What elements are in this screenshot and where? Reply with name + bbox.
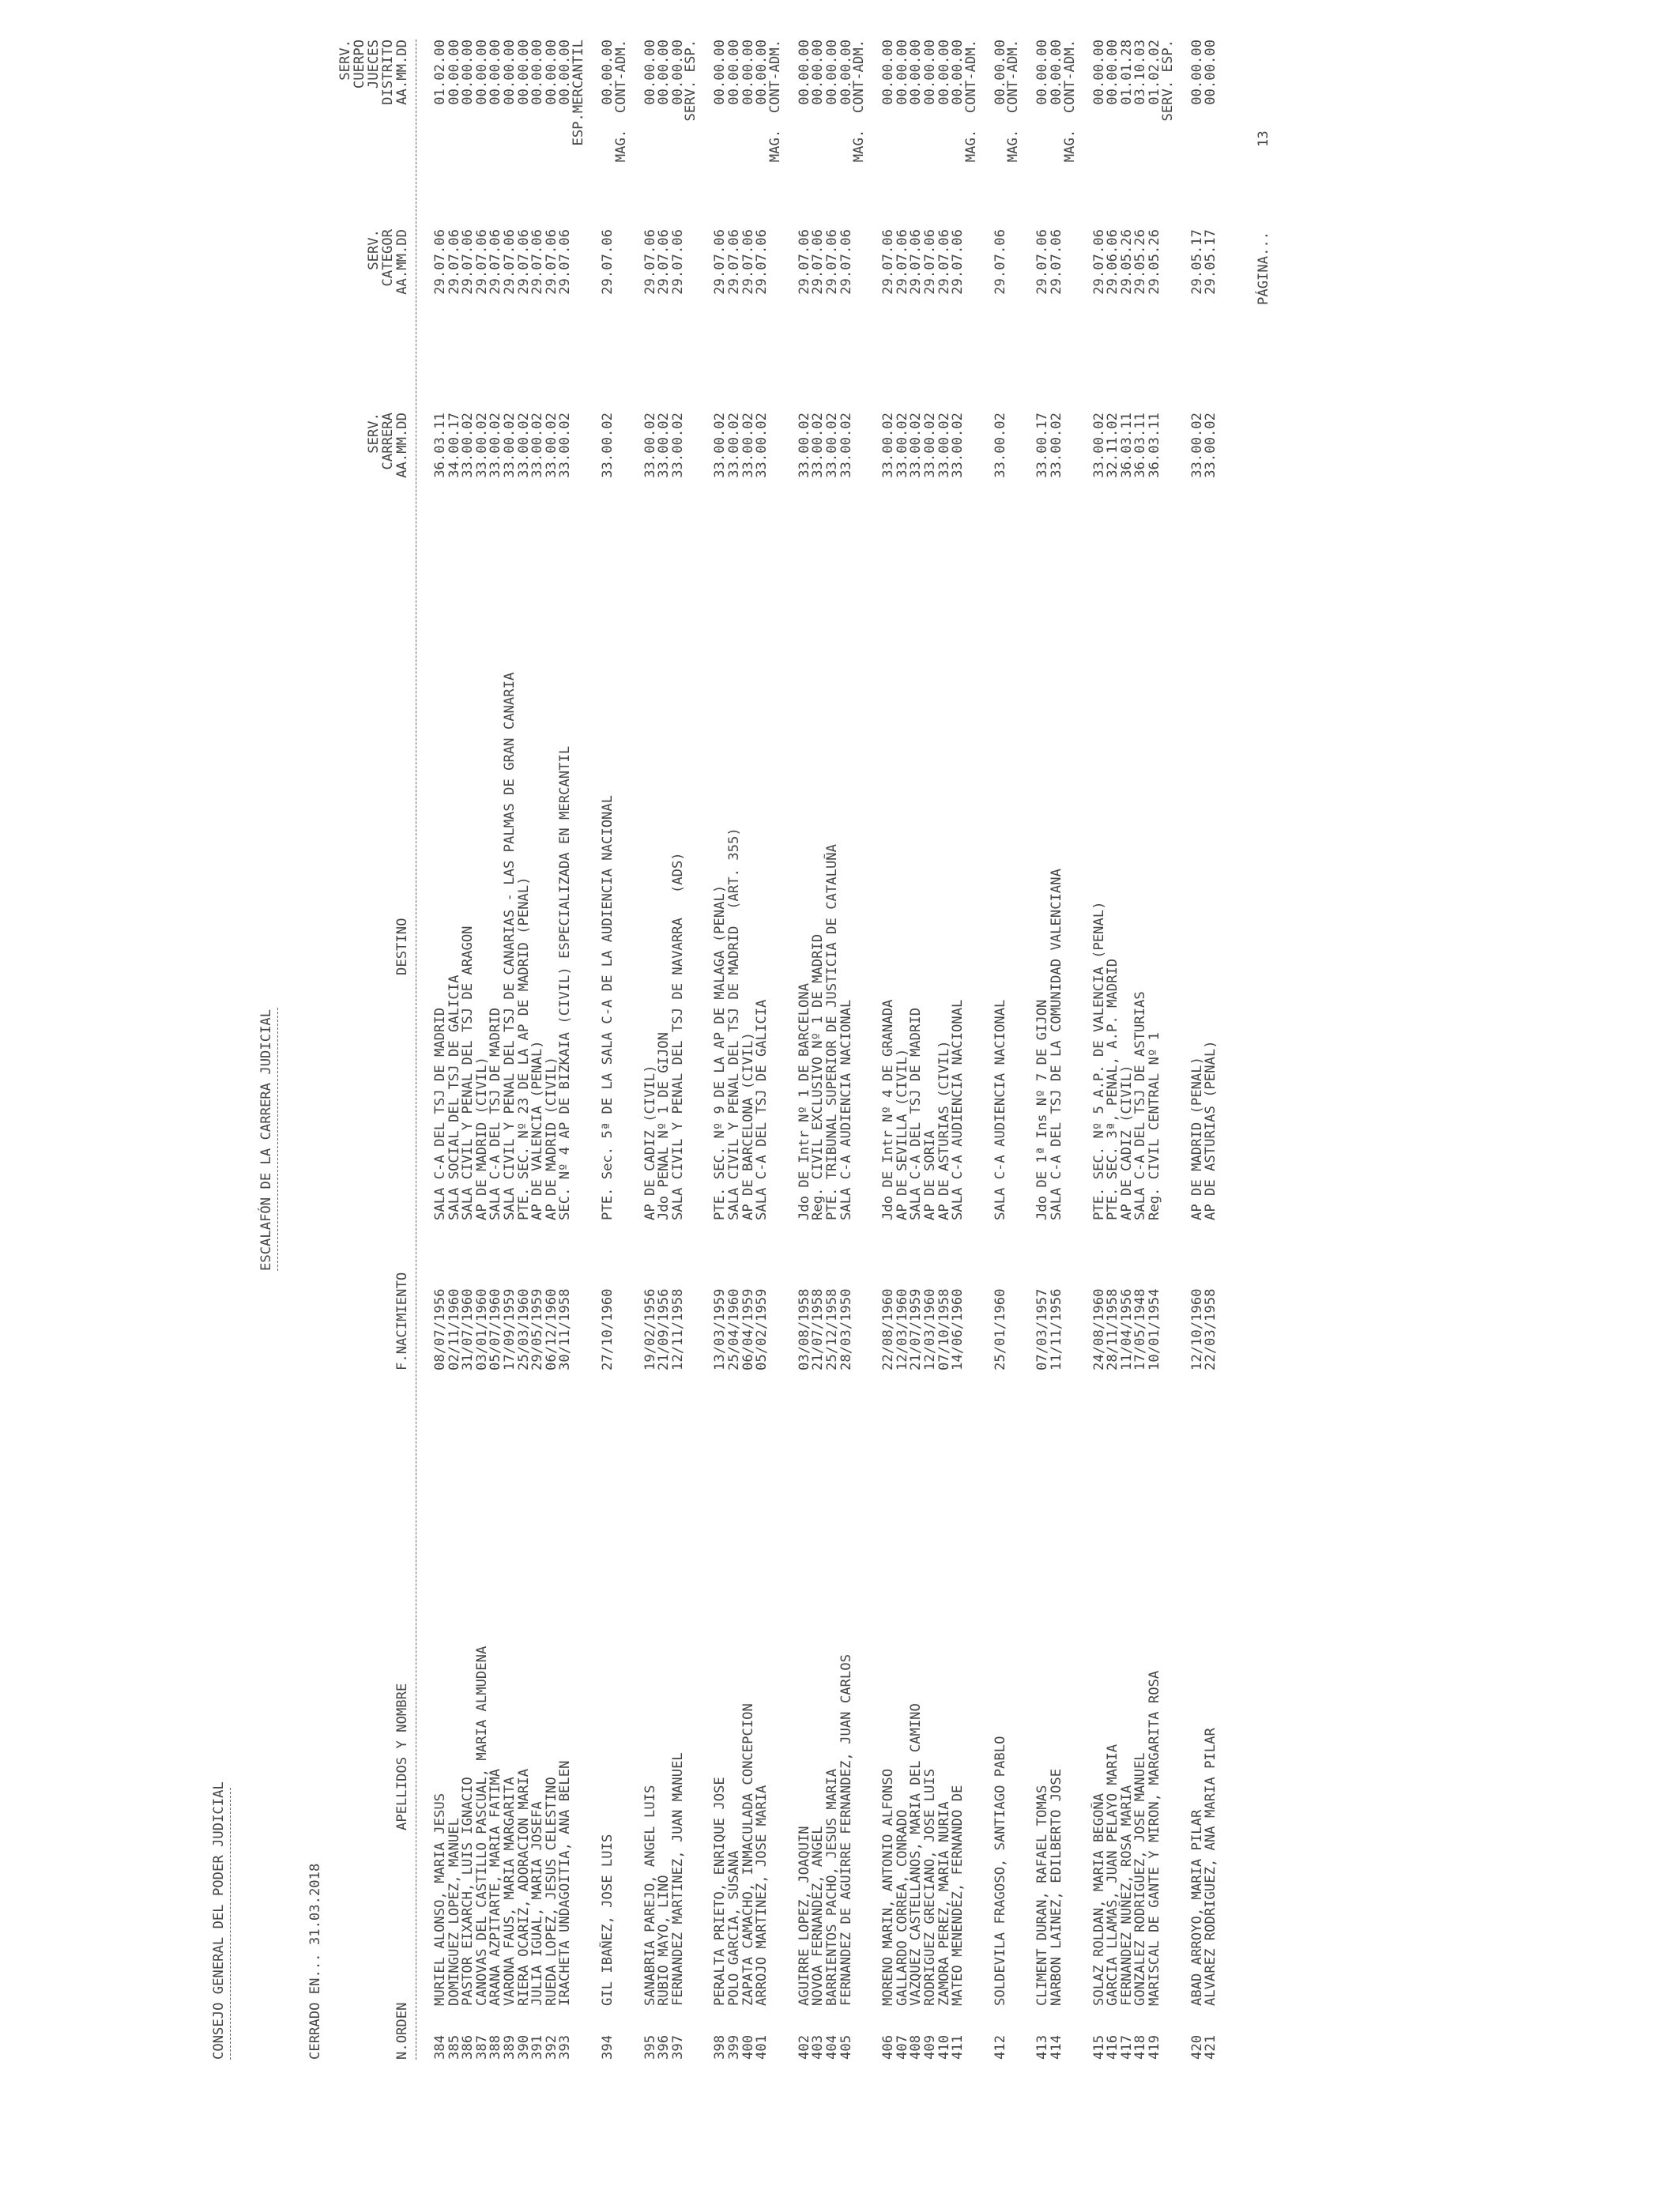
row-cuerpo: 00.00.00 — [922, 40, 938, 105]
row-orden: 397 — [669, 2034, 686, 2060]
row-carrera: 33.00.02 — [529, 413, 546, 478]
row-orden: 419 — [1147, 2034, 1162, 2060]
row-categor: 29.07.06 — [824, 229, 840, 295]
row-categor: 29.07.06 — [1049, 229, 1064, 295]
row-cuerpo: 00.00.00 — [446, 40, 462, 105]
row-cuerpo: 00.00.00 — [1090, 40, 1107, 105]
row-carrera: 33.00.02 — [810, 413, 827, 478]
row-destino: SALA C-A AUDIENCIA NACIONAL — [838, 999, 854, 1220]
row-carrera: 33.00.02 — [543, 413, 559, 478]
row-destino: SALA CIVIL Y PENAL DEL TSJ DE ARAGON — [460, 925, 477, 1220]
row-orden: 412 — [992, 2034, 1008, 2060]
row-carrera: 33.00.02 — [992, 413, 1008, 478]
row-carrera: 33.00.02 — [642, 413, 658, 478]
row-nombre: DOMINGUEZ LOPEZ, MANUEL — [446, 1818, 462, 2006]
row-nacimiento: 06/04/1959 — [740, 1288, 756, 1370]
row-nombre: JULIA IGUAL, MARIA JOSEFA — [529, 1801, 546, 2006]
row-destino: Reg. CIVIL EXCLUSIVO Nº 1 DE MADRID — [810, 933, 827, 1220]
row-orden: 414 — [1049, 2034, 1064, 2060]
row-nacimiento: 03/01/1960 — [473, 1288, 490, 1370]
row-carrera: 33.00.02 — [796, 413, 812, 478]
row-categor: 29.07.06 — [557, 229, 574, 295]
row-nacimiento: 31/07/1960 — [460, 1288, 477, 1370]
row-nombre: FERNANDEZ NUÑEZ, ROSA MARIA — [1118, 1785, 1135, 2006]
row-carrera: 33.00.02 — [600, 413, 616, 478]
row-carrera: 33.00.02 — [740, 413, 756, 478]
row-nacimiento: 28/03/1950 — [838, 1288, 854, 1370]
row-orden: 411 — [950, 2034, 966, 2060]
row-cuerpo: 00.00.00 — [894, 40, 910, 105]
row-nacimiento: 02/11/1960 — [446, 1288, 462, 1370]
row-carrera: 33.00.02 — [1188, 413, 1205, 478]
row-nombre: MURIEL ALONSO, MARIA JESUS — [432, 1793, 448, 2006]
row-nombre: BARRIENTOS PACHO, JESUS MARIA — [824, 1768, 840, 2006]
row-destino: Jdo DE Intr Nº 1 DE BARCELONA — [796, 982, 812, 1220]
row-destino: PTE. SEC. Nº 9 DE LA AP DE MALAGA (PENAL) — [712, 884, 729, 1220]
row-nacimiento: 21/07/1958 — [810, 1288, 827, 1370]
row-categor: 29.05.26 — [1118, 229, 1135, 295]
row-categor: 29.07.06 — [460, 229, 477, 295]
row-cuerpo: 00.00.00 — [1034, 40, 1051, 105]
row-carrera: 33.00.02 — [726, 413, 742, 478]
col-header-carrera-2: CARRERA — [380, 413, 396, 470]
row-destino: SALA C-A DEL TSJ DE LA COMUNIDAD VALENCIANA — [1049, 869, 1064, 1220]
row-nombre: MARISCAL DE GANTE Y MIRON, MARGARITA ROSA — [1147, 1670, 1162, 2006]
row-nombre: GIL IBAÑEZ, JOSE LUIS — [600, 1834, 616, 2006]
row-nombre: ZAMORA PEREZ, MARIA NURIA — [936, 1801, 952, 2006]
row-cuerpo: 00.00.00 — [1188, 40, 1205, 105]
row-nombre: GONZALEZ RODRIGUEZ, JOSE MANUEL — [1132, 1752, 1149, 2006]
row-categor: 29.07.06 — [446, 229, 462, 295]
row-categor: 29.07.06 — [1034, 229, 1051, 295]
row-categor: 29.07.06 — [936, 229, 952, 295]
row-nombre: PASTOR EIXARCH, LUIS IGNACIO — [460, 1777, 477, 2006]
row-destino: Jdo PENAL Nº 1 DE GIJON — [656, 1032, 672, 1220]
row-categor: 29.07.06 — [1090, 229, 1107, 295]
row-categor: 29.07.06 — [880, 229, 897, 295]
row-carrera: 33.00.02 — [922, 413, 938, 478]
row-carrera: 33.00.02 — [1203, 413, 1219, 478]
row-orden: 408 — [908, 2034, 925, 2060]
row-nombre: FERNANDEZ DE AGUIRRE FERNANDEZ, JUAN CARLOS — [838, 1654, 854, 2006]
row-cuerpo: 00.00.00 — [488, 40, 504, 105]
group-label: MAG. CONT-ADM. — [767, 40, 783, 163]
row-cuerpo: 00.00.00 — [936, 40, 952, 105]
col-header-destino: DESTINO — [394, 918, 410, 975]
row-categor: 29.06.06 — [1105, 229, 1121, 295]
row-destino: AP DE ASTURIAS (PENAL) — [1203, 1040, 1219, 1220]
row-carrera: 33.00.02 — [473, 413, 490, 478]
closed-date: CERRADO EN... 31.03.2018 — [307, 1863, 323, 2060]
row-destino: PTE. SEC. Nº 23 DE LA AP DE MADRID (PENAL) — [515, 876, 532, 1220]
row-cuerpo: 00.00.00 — [642, 40, 658, 105]
row-nacimiento: 17/05/1948 — [1132, 1288, 1149, 1370]
row-cuerpo: 00.00.00 — [502, 40, 518, 105]
row-nombre: SOLDEVILA FRAGOSO, SANTIAGO PABLO — [992, 1736, 1008, 2006]
row-destino: SALA CIVIL Y PENAL DEL TSJ DE CANARIAS - LAS PALMAS DE GRAN CANARIA — [502, 672, 518, 1220]
row-nombre: FERNANDEZ MARTINEZ, JUAN MANUEL — [669, 1752, 686, 2006]
row-destino: AP DE BARCELONA (CIVIL) — [740, 1032, 756, 1220]
row-nombre: ZAPATA CAMACHO, INMACULADA CONCEPCION — [740, 1703, 756, 2006]
row-destino: Reg. CIVIL CENTRAL Nº 1 — [1147, 1032, 1162, 1220]
row-categor: 29.05.26 — [1132, 229, 1149, 295]
col-header-cuerpo-2: CUERPO — [352, 40, 367, 89]
row-orden: 398 — [712, 2034, 729, 2060]
row-destino: PTE. SEC. 3ª, PENAL, A.P. MADRID — [1105, 958, 1121, 1220]
row-nacimiento: 22/03/1958 — [1203, 1288, 1219, 1370]
row-nombre: RIERA OCARIZ, ADORACION MARIA — [515, 1768, 532, 2006]
row-destino: Jdo DE Intr Nº 4 DE GRANADA — [880, 999, 897, 1220]
col-header-cuerpo-4: DISTRITO — [380, 40, 396, 105]
row-cuerpo: 01.02.00 — [432, 40, 448, 105]
row-cuerpo: 01.01.28 — [1118, 40, 1135, 105]
row-categor: 29.07.06 — [950, 229, 966, 295]
row-orden: 395 — [642, 2034, 658, 2060]
org-title-underline — [230, 1788, 231, 2060]
row-categor: 29.07.06 — [712, 229, 729, 295]
row-orden: 393 — [557, 2034, 574, 2060]
row-nombre: NOVOA FERNANDEZ, ANGEL — [810, 1826, 827, 2006]
row-nombre: RODRIGUEZ GRECIANO, JOSE LUIS — [922, 1768, 938, 2006]
row-carrera: 36.03.11 — [432, 413, 448, 478]
row-carrera: 33.00.02 — [894, 413, 910, 478]
row-carrera: 33.00.02 — [502, 413, 518, 478]
row-cuerpo: 00.00.00 — [460, 40, 477, 105]
group-label: ESP.MERCANTIL — [571, 40, 586, 146]
row-nacimiento: 25/04/1960 — [726, 1288, 742, 1370]
row-nacimiento: 07/03/1957 — [1034, 1288, 1051, 1370]
row-nacimiento: 06/12/1960 — [543, 1288, 559, 1370]
row-carrera: 33.00.02 — [656, 413, 672, 478]
row-cuerpo: 00.00.00 — [754, 40, 770, 105]
row-nombre: RUEDA LOPEZ, JESUS CELESTINO — [543, 1777, 559, 2006]
row-carrera: 33.00.02 — [1049, 413, 1064, 478]
row-orden: 413 — [1034, 2034, 1051, 2060]
row-destino: SALA C-A DEL TSJ DE MADRID — [432, 1007, 448, 1220]
row-carrera: 33.00.02 — [880, 413, 897, 478]
row-carrera: 33.00.02 — [515, 413, 532, 478]
row-cuerpo: 00.00.00 — [908, 40, 925, 105]
row-nacimiento: 12/03/1960 — [922, 1288, 938, 1370]
row-categor: 29.05.26 — [1147, 229, 1162, 295]
group-label: MAG. CONT-ADM. — [1005, 40, 1022, 163]
row-carrera: 32.11.02 — [1105, 413, 1121, 478]
row-carrera: 33.00.02 — [460, 413, 477, 478]
row-cuerpo: 00.00.00 — [810, 40, 827, 105]
row-cuerpo: 00.00.00 — [726, 40, 742, 105]
row-destino: AP DE MADRID (CIVIL) — [473, 1057, 490, 1220]
row-nombre: IRACHETA UNDAGOITIA, ANA BELEN — [557, 1760, 574, 2006]
col-header-categor-3: AA.MM.DD — [394, 229, 410, 295]
row-nacimiento: 08/07/1956 — [432, 1288, 448, 1370]
row-categor: 29.07.06 — [432, 229, 448, 295]
row-categor: 29.07.06 — [908, 229, 925, 295]
row-nombre: ARROJO MARTINEZ, JOSE MARIA — [754, 1785, 770, 2006]
row-carrera: 36.03.11 — [1118, 413, 1135, 478]
row-nombre: SANABRIA PAREJO, ANGEL LUIS — [642, 1785, 658, 2006]
row-destino: SALA C-A DEL TSJ DE MADRID — [908, 1007, 925, 1220]
row-orden: 417 — [1118, 2034, 1135, 2060]
row-categor: 29.05.17 — [1203, 229, 1219, 295]
row-carrera: 33.00.02 — [488, 413, 504, 478]
group-label: MAG. CONT-ADM. — [1061, 40, 1078, 163]
row-orden: 409 — [922, 2034, 938, 2060]
row-categor: 29.07.06 — [642, 229, 658, 295]
row-cuerpo: 00.00.00 — [824, 40, 840, 105]
row-carrera: 33.00.02 — [712, 413, 729, 478]
row-categor: 29.07.06 — [838, 229, 854, 295]
row-nacimiento: 24/08/1960 — [1090, 1288, 1107, 1370]
row-orden: 401 — [754, 2034, 770, 2060]
row-orden: 402 — [796, 2034, 812, 2060]
row-destino: AP DE SORIA — [922, 1130, 938, 1220]
row-nombre: MATEO MENENDEZ, FERNANDO DE — [950, 1785, 966, 2006]
row-orden: 390 — [515, 2034, 532, 2060]
col-header-nombre: APELLIDOS Y NOMBRE — [394, 1683, 410, 1830]
row-orden: 396 — [656, 2034, 672, 2060]
row-categor: 29.07.06 — [529, 229, 546, 295]
row-cuerpo: 00.00.00 — [669, 40, 686, 105]
row-categor: 29.07.06 — [669, 229, 686, 295]
row-orden: 410 — [936, 2034, 952, 2060]
row-cuerpo: 00.00.00 — [712, 40, 729, 105]
row-nacimiento: 21/09/1956 — [656, 1288, 672, 1370]
row-nombre: RUBIO MAYO, LINO — [656, 1875, 672, 2006]
row-orden: 406 — [880, 2034, 897, 2060]
row-nombre: ALVAREZ RODRIGUEZ, ANA MARIA PILAR — [1203, 1728, 1219, 2006]
row-destino: SALA C-A DEL TSJ DE GALICIA — [754, 999, 770, 1220]
row-nombre: NARBON LAINEZ, EDILBERTO JOSE — [1049, 1768, 1064, 2006]
row-nacimiento: 17/09/1959 — [502, 1288, 518, 1370]
row-cuerpo: 00.00.00 — [656, 40, 672, 105]
row-orden: 399 — [726, 2034, 742, 2060]
row-orden: 389 — [502, 2034, 518, 2060]
row-carrera: 33.00.17 — [1034, 413, 1051, 478]
row-nacimiento: 05/07/1960 — [488, 1288, 504, 1370]
row-nacimiento: 03/08/1958 — [796, 1288, 812, 1370]
row-nombre: SOLAZ ROLDAN, MARIA BEGOÑA — [1090, 1793, 1107, 2006]
col-header-cuerpo-5: AA.MM.DD — [394, 40, 410, 105]
document-title: ESCALAFÓN DE LA CARRERA JUDICIAL — [258, 1008, 274, 1271]
row-orden: 404 — [824, 2034, 840, 2060]
group-label: SERV. ESP. — [683, 40, 699, 122]
row-nombre: ARANA AZPITARTE, MARIA FATIMA — [488, 1768, 504, 2006]
row-carrera: 33.00.02 — [557, 413, 574, 478]
col-header-categor-1: SERV. — [366, 229, 382, 270]
row-cuerpo: 00.00.00 — [515, 40, 532, 105]
row-cuerpo: 01.02.02 — [1147, 40, 1162, 105]
row-categor: 29.05.17 — [1188, 229, 1205, 295]
col-header-nacimiento: F.NACIMIENTO — [394, 1272, 410, 1370]
col-header-cuerpo-1: SERV. — [337, 40, 353, 81]
document-title-underline — [277, 1008, 278, 1271]
row-categor: 29.07.06 — [600, 229, 616, 295]
row-carrera: 33.00.02 — [936, 413, 952, 478]
row-categor: 29.07.06 — [810, 229, 827, 295]
row-nombre: VARONA FAUS, MARIA MARGARITA — [502, 1777, 518, 2006]
row-destino: AP DE MADRID (PENAL) — [1188, 1057, 1205, 1220]
row-cuerpo: 00.00.00 — [543, 40, 559, 105]
row-destino: PTE. Sec. 5ª DE LA SALA C-A DE LA AUDIENCIA NACIONAL — [600, 794, 616, 1220]
row-orden: 407 — [894, 2034, 910, 2060]
row-orden: 392 — [543, 2034, 559, 2060]
row-carrera: 33.00.02 — [669, 413, 686, 478]
page-label: PÁGINA... — [1256, 231, 1271, 305]
row-nombre: MORENO MARIN, ANTONIO ALFONSO — [880, 1768, 897, 2006]
row-categor: 29.07.06 — [740, 229, 756, 295]
row-orden: 418 — [1132, 2034, 1149, 2060]
row-nacimiento: 11/04/1956 — [1118, 1288, 1135, 1370]
page-number: 13 — [1256, 130, 1271, 147]
row-nombre: GARCIA LLAMAS, JUAN PELAYO MARIA — [1105, 1744, 1121, 2006]
row-orden: 415 — [1090, 2034, 1107, 2060]
col-header-carrera-1: SERV. — [366, 413, 382, 454]
row-cuerpo: 00.00.00 — [529, 40, 546, 105]
row-orden: 388 — [488, 2034, 504, 2060]
row-destino: SALA C-A DEL TSJ DE ASTURIAS — [1132, 991, 1149, 1220]
row-carrera: 34.00.17 — [446, 413, 462, 478]
row-cuerpo: 00.00.00 — [1105, 40, 1121, 105]
row-nacimiento: 28/11/1958 — [1105, 1288, 1121, 1370]
row-nacimiento: 21/07/1959 — [908, 1288, 925, 1370]
row-nacimiento: 13/03/1959 — [712, 1288, 729, 1370]
row-categor: 29.07.06 — [992, 229, 1008, 295]
row-orden: 386 — [460, 2034, 477, 2060]
row-destino: PTE. TRIBUNAL SUPERIOR DE JUSTICIA DE CATALUÑA — [824, 844, 840, 1220]
row-nacimiento: 27/10/1960 — [600, 1288, 616, 1370]
row-carrera: 33.00.02 — [908, 413, 925, 478]
row-categor: 29.07.06 — [754, 229, 770, 295]
row-cuerpo: 00.00.00 — [600, 40, 616, 105]
row-nombre: AGUIRRE LOPEZ, JOAQUIN — [796, 1826, 812, 2006]
row-categor: 29.07.06 — [502, 229, 518, 295]
row-destino: SALA C-A AUDIENCIA NACIONAL — [992, 999, 1008, 1220]
row-orden: 385 — [446, 2034, 462, 2060]
row-destino: SALA SOCIAL DEL TSJ DE GALICIA — [446, 974, 462, 1220]
row-carrera: 33.00.02 — [754, 413, 770, 478]
row-destino: Jdo DE 1ª Ins Nº 7 DE GIJON — [1034, 999, 1051, 1220]
row-nombre: CANOVAS DEL CASTILLO PASCUAL, MARIA ALMUDENA — [473, 1646, 490, 2006]
row-orden: 391 — [529, 2034, 546, 2060]
col-header-cuerpo-3: JUECES — [366, 40, 382, 89]
row-nacimiento: 07/10/1958 — [936, 1288, 952, 1370]
row-destino: AP DE CADIZ (CIVIL) — [1118, 1065, 1135, 1220]
row-destino: AP DE VALENCIA (PENAL) — [529, 1040, 546, 1220]
row-nombre: CLIMENT DURAN, RAFAEL TOMAS — [1034, 1785, 1051, 2006]
row-cuerpo: 00.00.00 — [880, 40, 897, 105]
row-categor: 29.07.06 — [656, 229, 672, 295]
col-header-orden: N.ORDEN — [394, 2002, 410, 2060]
col-header-carrera-3: AA.MM.DD — [394, 413, 410, 478]
row-orden: 416 — [1105, 2034, 1121, 2060]
group-label: MAG. CONT-ADM. — [962, 40, 979, 163]
group-label: SERV. ESP. — [1159, 40, 1176, 122]
row-nacimiento: 12/10/1960 — [1188, 1288, 1205, 1370]
group-label: MAG. CONT-ADM. — [851, 40, 868, 163]
row-destino: SALA C-A AUDIENCIA NACIONAL — [950, 999, 966, 1220]
row-destino: PTE. SEC. Nº 5 A.P. DE VALENCIA (PENAL) — [1090, 901, 1107, 1220]
row-categor: 29.07.06 — [543, 229, 559, 295]
row-nacimiento: 11/11/1956 — [1049, 1288, 1064, 1370]
row-nombre: GALLARDO CORREA, CONRADO — [894, 1809, 910, 2006]
row-carrera: 33.00.02 — [824, 413, 840, 478]
row-categor: 29.07.06 — [488, 229, 504, 295]
row-carrera: 36.03.11 — [1132, 413, 1149, 478]
row-cuerpo: 00.00.00 — [992, 40, 1008, 105]
row-destino: AP DE CADIZ (CIVIL) — [642, 1065, 658, 1220]
row-nacimiento: 12/03/1960 — [894, 1288, 910, 1370]
row-nombre: POLO GARCIA, SUSANA — [726, 1850, 742, 2006]
row-cuerpo: 00.00.00 — [1049, 40, 1064, 105]
row-carrera: 36.03.11 — [1147, 413, 1162, 478]
row-nacimiento: 19/02/1956 — [642, 1288, 658, 1370]
row-orden: 387 — [473, 2034, 490, 2060]
row-nacimiento: 30/11/1958 — [557, 1288, 574, 1370]
row-destino: SEC. Nº 4 AP DE BIZKAIA (CIVIL) ESPECIALIZADA EN MERCANTIL — [557, 745, 574, 1220]
row-cuerpo: 03.10.03 — [1132, 40, 1149, 105]
row-categor: 29.07.06 — [515, 229, 532, 295]
row-orden: 403 — [810, 2034, 827, 2060]
row-destino: SALA CIVIL Y PENAL DEL TSJ DE MADRID (ART. 355) — [726, 827, 742, 1220]
row-nacimiento: 29/05/1959 — [529, 1288, 546, 1370]
row-nombre: ABAD ARROYO, MARIA PILAR — [1188, 1809, 1205, 2006]
group-label: MAG. CONT-ADM. — [612, 40, 629, 163]
row-destino: AP DE ASTURIAS (CIVIL) — [936, 1040, 952, 1220]
row-carrera: 33.00.02 — [950, 413, 966, 478]
row-cuerpo: 00.00.00 — [473, 40, 490, 105]
row-destino: SALA CIVIL Y PENAL DEL TSJ DE NAVARRA (ADS) — [669, 852, 686, 1220]
row-destino: SALA C-A DEL TSJ DE MADRID — [488, 1007, 504, 1220]
row-categor: 29.07.06 — [473, 229, 490, 295]
row-nacimiento: 05/02/1959 — [754, 1288, 770, 1370]
row-cuerpo: 00.00.00 — [557, 40, 574, 105]
row-nombre: VAZQUEZ CASTELLANOS, MARIA DEL CAMINO — [908, 1703, 925, 2006]
row-carrera: 33.00.02 — [838, 413, 854, 478]
row-orden: 400 — [740, 2034, 756, 2060]
row-cuerpo: 00.00.00 — [838, 40, 854, 105]
row-destino: AP DE MADRID (CIVIL) — [543, 1057, 559, 1220]
row-nacimiento: 25/03/1960 — [515, 1288, 532, 1370]
row-orden: 420 — [1188, 2034, 1205, 2060]
row-categor: 29.07.06 — [894, 229, 910, 295]
row-nacimiento: 12/11/1958 — [669, 1288, 686, 1370]
row-nombre: PERALTA PRIETO, ENRIQUE JOSE — [712, 1777, 729, 2006]
row-categor: 29.07.06 — [796, 229, 812, 295]
row-orden: 384 — [432, 2034, 448, 2060]
row-cuerpo: 00.00.00 — [740, 40, 756, 105]
row-categor: 29.07.06 — [726, 229, 742, 295]
row-cuerpo: 00.00.00 — [950, 40, 966, 105]
row-nacimiento: 22/08/1960 — [880, 1288, 897, 1370]
row-nacimiento: 25/12/1958 — [824, 1288, 840, 1370]
row-cuerpo: 00.00.00 — [796, 40, 812, 105]
row-nacimiento: 25/01/1960 — [992, 1288, 1008, 1370]
row-orden: 421 — [1203, 2034, 1219, 2060]
row-nacimiento: 10/01/1954 — [1147, 1288, 1162, 1370]
row-categor: 29.07.06 — [922, 229, 938, 295]
row-carrera: 33.00.02 — [1090, 413, 1107, 478]
row-orden: 394 — [600, 2034, 616, 2060]
row-destino: AP DE SEVILLA (CIVIL) — [894, 1048, 910, 1220]
row-nacimiento: 14/06/1960 — [950, 1288, 966, 1370]
org-title: CONSEJO GENERAL DEL PODER JUDICIAL — [211, 1781, 227, 2060]
row-orden: 405 — [838, 2034, 854, 2060]
row-cuerpo: 00.00.00 — [1203, 40, 1219, 105]
col-header-categor-2: CATEGOR — [380, 229, 396, 287]
